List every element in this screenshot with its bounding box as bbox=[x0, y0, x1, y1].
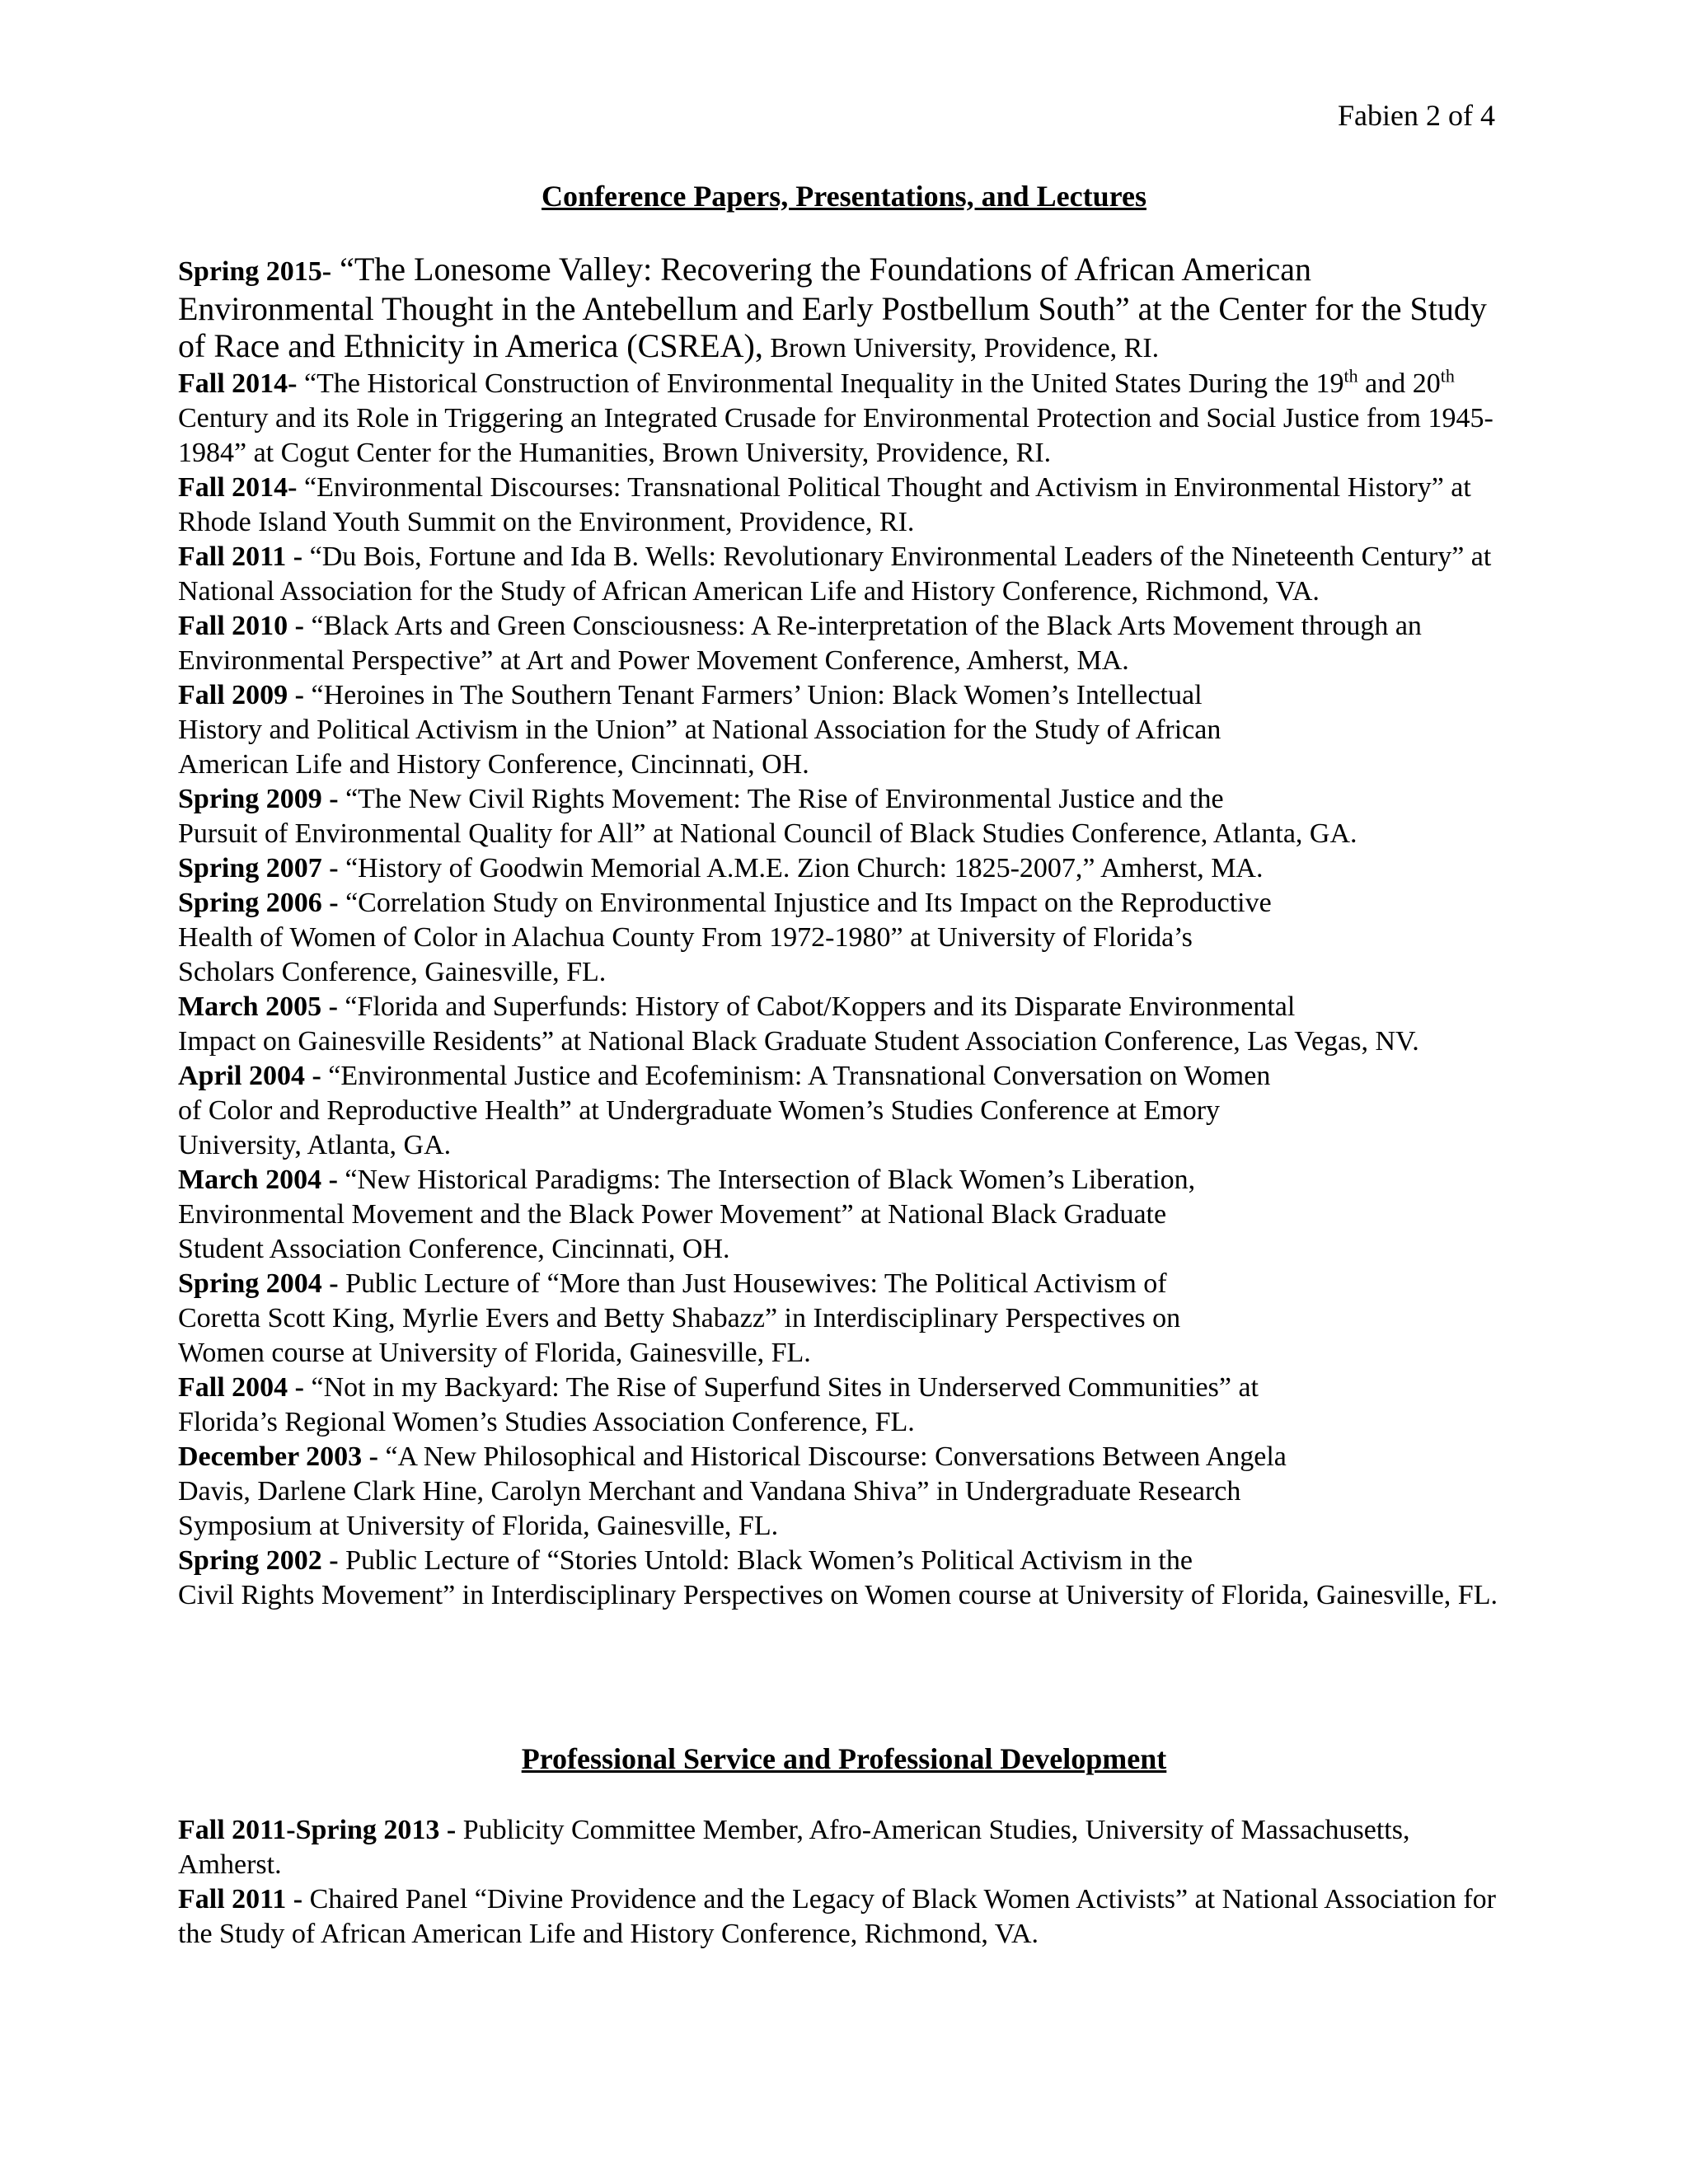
entry-text: History and Political Activism in the Union” at National Association for the Study of African bbox=[178, 715, 1221, 745]
entry-text: “The Lonesome Valley: Recovering the Foundations of African American Environmental Thought in the Antebellum and Early Postbellum South” at the Center for the Study of Race and Ethnicity in America (CSREA), bbox=[178, 251, 1487, 364]
entry-date: March 2005 - bbox=[178, 991, 338, 1022]
entry-date: March 2004 - bbox=[178, 1165, 338, 1195]
entry-text: Scholars Conference, Gainesville, FL. bbox=[178, 957, 607, 987]
entry-text: University, Atlanta, GA. bbox=[178, 1130, 452, 1160]
entry-date: Fall 2011 - bbox=[178, 1884, 303, 1915]
entry-text: “Heroines in The Southern Tenant Farmers’ Union: Black Women’s Intellectual bbox=[303, 680, 1203, 710]
entry-text: “Du Bois, Fortune and Ida B. Wells: Revolutionary Environmental Leaders of the Nineteenth Century” at National Association for the Study of African American Life and History Conference, Richmond, VA. bbox=[178, 541, 1492, 607]
professional-entries-list bbox=[178, 1813, 1513, 1952]
entry-text: of Color and Reproductive Health” at Undergraduate Women’s Studies Conference at Emory bbox=[178, 1095, 1221, 1126]
ordinal-superscript: th bbox=[1440, 365, 1455, 387]
entry-text: “Not in my Backyard: The Rise of Superfund Sites in Underserved Communities” at bbox=[303, 1372, 1259, 1403]
entry-text: and 20 bbox=[1357, 368, 1441, 399]
conference-entry bbox=[178, 1371, 1513, 1440]
entry-date: Fall 2004 - bbox=[178, 1372, 304, 1403]
entry-text: Symposium at University of Florida, Gainesville, FL. bbox=[178, 1511, 779, 1541]
entry-text: American Life and History Conference, Cincinnati, OH. bbox=[178, 749, 809, 780]
entry-date: April 2004 - bbox=[178, 1061, 321, 1091]
conference-entry bbox=[178, 1440, 1513, 1544]
entry-date: Fall 2010 - bbox=[178, 611, 304, 641]
entry-text: “Florida and Superfunds: History of Cabot/Koppers and its Disparate Environmental bbox=[337, 991, 1296, 1022]
entry-date: Spring 2007 - bbox=[178, 853, 339, 883]
conference-entry bbox=[178, 367, 1513, 471]
conference-entry bbox=[178, 1267, 1513, 1371]
conference-entry bbox=[178, 1163, 1513, 1267]
entry-date: Fall 2011 - bbox=[178, 541, 303, 572]
conference-entry bbox=[178, 782, 1513, 851]
entry-text: “Correlation Study on Environmental Injustice and Its Impact on the Reproductive bbox=[338, 888, 1272, 918]
page-number-header: Fabien 2 of 4 bbox=[1338, 99, 1495, 132]
entry-text: Impact on Gainesville Residents” at National Black Graduate Student Association Conference, Las Vegas, NV. bbox=[178, 1026, 1419, 1057]
conference-entry bbox=[178, 851, 1513, 886]
entry-text: Florida’s Regional Women’s Studies Association Conference, FL. bbox=[178, 1407, 915, 1437]
entry-text: “The Historical Construction of Environmental Inequality in the United States During the 19 bbox=[297, 368, 1344, 399]
entry-date: Spring 2009 - bbox=[178, 784, 339, 814]
entry-text: Coretta Scott King, Myrlie Evers and Betty Shabazz” in Interdisciplinary Perspectives on bbox=[178, 1303, 1181, 1333]
entry-date: Fall 2014- bbox=[178, 472, 298, 503]
professional-entry bbox=[178, 1813, 1513, 1882]
conference-entry bbox=[178, 1544, 1513, 1613]
entry-text: Publicity Committee Member, Afro-American Studies, University of Massachusetts, Amherst. bbox=[178, 1815, 1410, 1880]
conference-entry bbox=[178, 1059, 1513, 1163]
entry-text: Century and its Role in Triggering an Integrated Crusade for Environmental Protection and Social Justice from 1945-1984” at Cogut Center for the Humanities, Brown University, Providence, RI. bbox=[178, 403, 1493, 468]
conference-entry bbox=[178, 678, 1513, 782]
professional-entry bbox=[178, 1882, 1513, 1952]
entry-text: Health of Women of Color in Alachua County From 1972-1980” at University of Florida’s bbox=[178, 922, 1193, 953]
entry-text: Pursuit of Environmental Quality for All” at National Council of Black Studies Conference, Atlanta, GA. bbox=[178, 818, 1357, 849]
conference-entry bbox=[178, 471, 1513, 540]
entry-text: Environmental Movement and the Black Power Movement” at National Black Graduate bbox=[178, 1199, 1167, 1230]
entry-date: Spring 2004 - bbox=[178, 1268, 339, 1299]
ordinal-superscript: th bbox=[1343, 365, 1358, 387]
entry-date: December 2003 - bbox=[178, 1441, 378, 1472]
conference-entry bbox=[178, 609, 1513, 678]
entry-text: “Environmental Justice and Ecofeminism: A Transnational Conversation on Women bbox=[321, 1061, 1271, 1091]
entry-text: Public Lecture of “More than Just Housewives: The Political Activism of bbox=[338, 1268, 1167, 1299]
conference-entry bbox=[178, 251, 1513, 367]
conference-entry bbox=[178, 990, 1513, 1059]
conference-entry bbox=[178, 540, 1513, 609]
entry-text: “The New Civil Rights Movement: The Rise of Environmental Justice and the bbox=[338, 784, 1224, 814]
entry-text: “A New Philosophical and Historical Discourse: Conversations Between Angela bbox=[377, 1441, 1287, 1472]
entry-date: Fall 2009 - bbox=[178, 680, 304, 710]
entry-text: “Environmental Discourses: Transnational Political Thought and Activism in Environmental History” at Rhode Island Youth Summit on the Environment, Providence, RI. bbox=[178, 472, 1471, 537]
entry-text: “History of Goodwin Memorial A.M.E. Zion Church: 1825-2007,” Amherst, MA. bbox=[338, 853, 1264, 883]
conference-entry bbox=[178, 886, 1513, 990]
entry-date: Spring 2015- bbox=[178, 256, 332, 287]
entry-text: “New Historical Paradigms: The Intersection of Black Women’s Liberation, bbox=[337, 1165, 1196, 1195]
entry-date: Spring 2002 - bbox=[178, 1545, 339, 1576]
entry-text-tail: Brown University, Providence, RI. bbox=[762, 333, 1160, 363]
entry-text: Chaired Panel “Divine Providence and the Legacy of Black Women Activists” at National Association for the Study of African American Life and History Conference, Richmond, VA. bbox=[178, 1884, 1496, 1949]
conference-entries-list bbox=[178, 251, 1513, 1613]
entry-date: Fall 2014- bbox=[178, 368, 298, 399]
entry-text: “Black Arts and Green Consciousness: A Re-interpretation of the Black Arts Movement through an Environmental Perspective” at Art and Power Movement Conference, Amherst, MA. bbox=[178, 611, 1422, 676]
entry-text: Davis, Darlene Clark Hine, Carolyn Merchant and Vandana Shiva” in Undergraduate Research bbox=[178, 1476, 1241, 1507]
professional-section-heading: Professional Service and Professional Development bbox=[521, 1742, 1167, 1775]
entry-date: Fall 2011-Spring 2013 - bbox=[178, 1815, 457, 1845]
entry-text: Student Association Conference, Cincinnati, OH. bbox=[178, 1234, 730, 1264]
entry-text: Civil Rights Movement” in Interdisciplinary Perspectives on Women course at University of Florida, Gainesville, FL. bbox=[178, 1580, 1498, 1610]
entry-text: Women course at University of Florida, Gainesville, FL. bbox=[178, 1338, 811, 1368]
entry-date: Spring 2006 - bbox=[178, 888, 339, 918]
conference-section-heading: Conference Papers, Presentations, and Lectures bbox=[542, 180, 1146, 213]
entry-text: Public Lecture of “Stories Untold: Black Women’s Political Activism in the bbox=[338, 1545, 1193, 1576]
